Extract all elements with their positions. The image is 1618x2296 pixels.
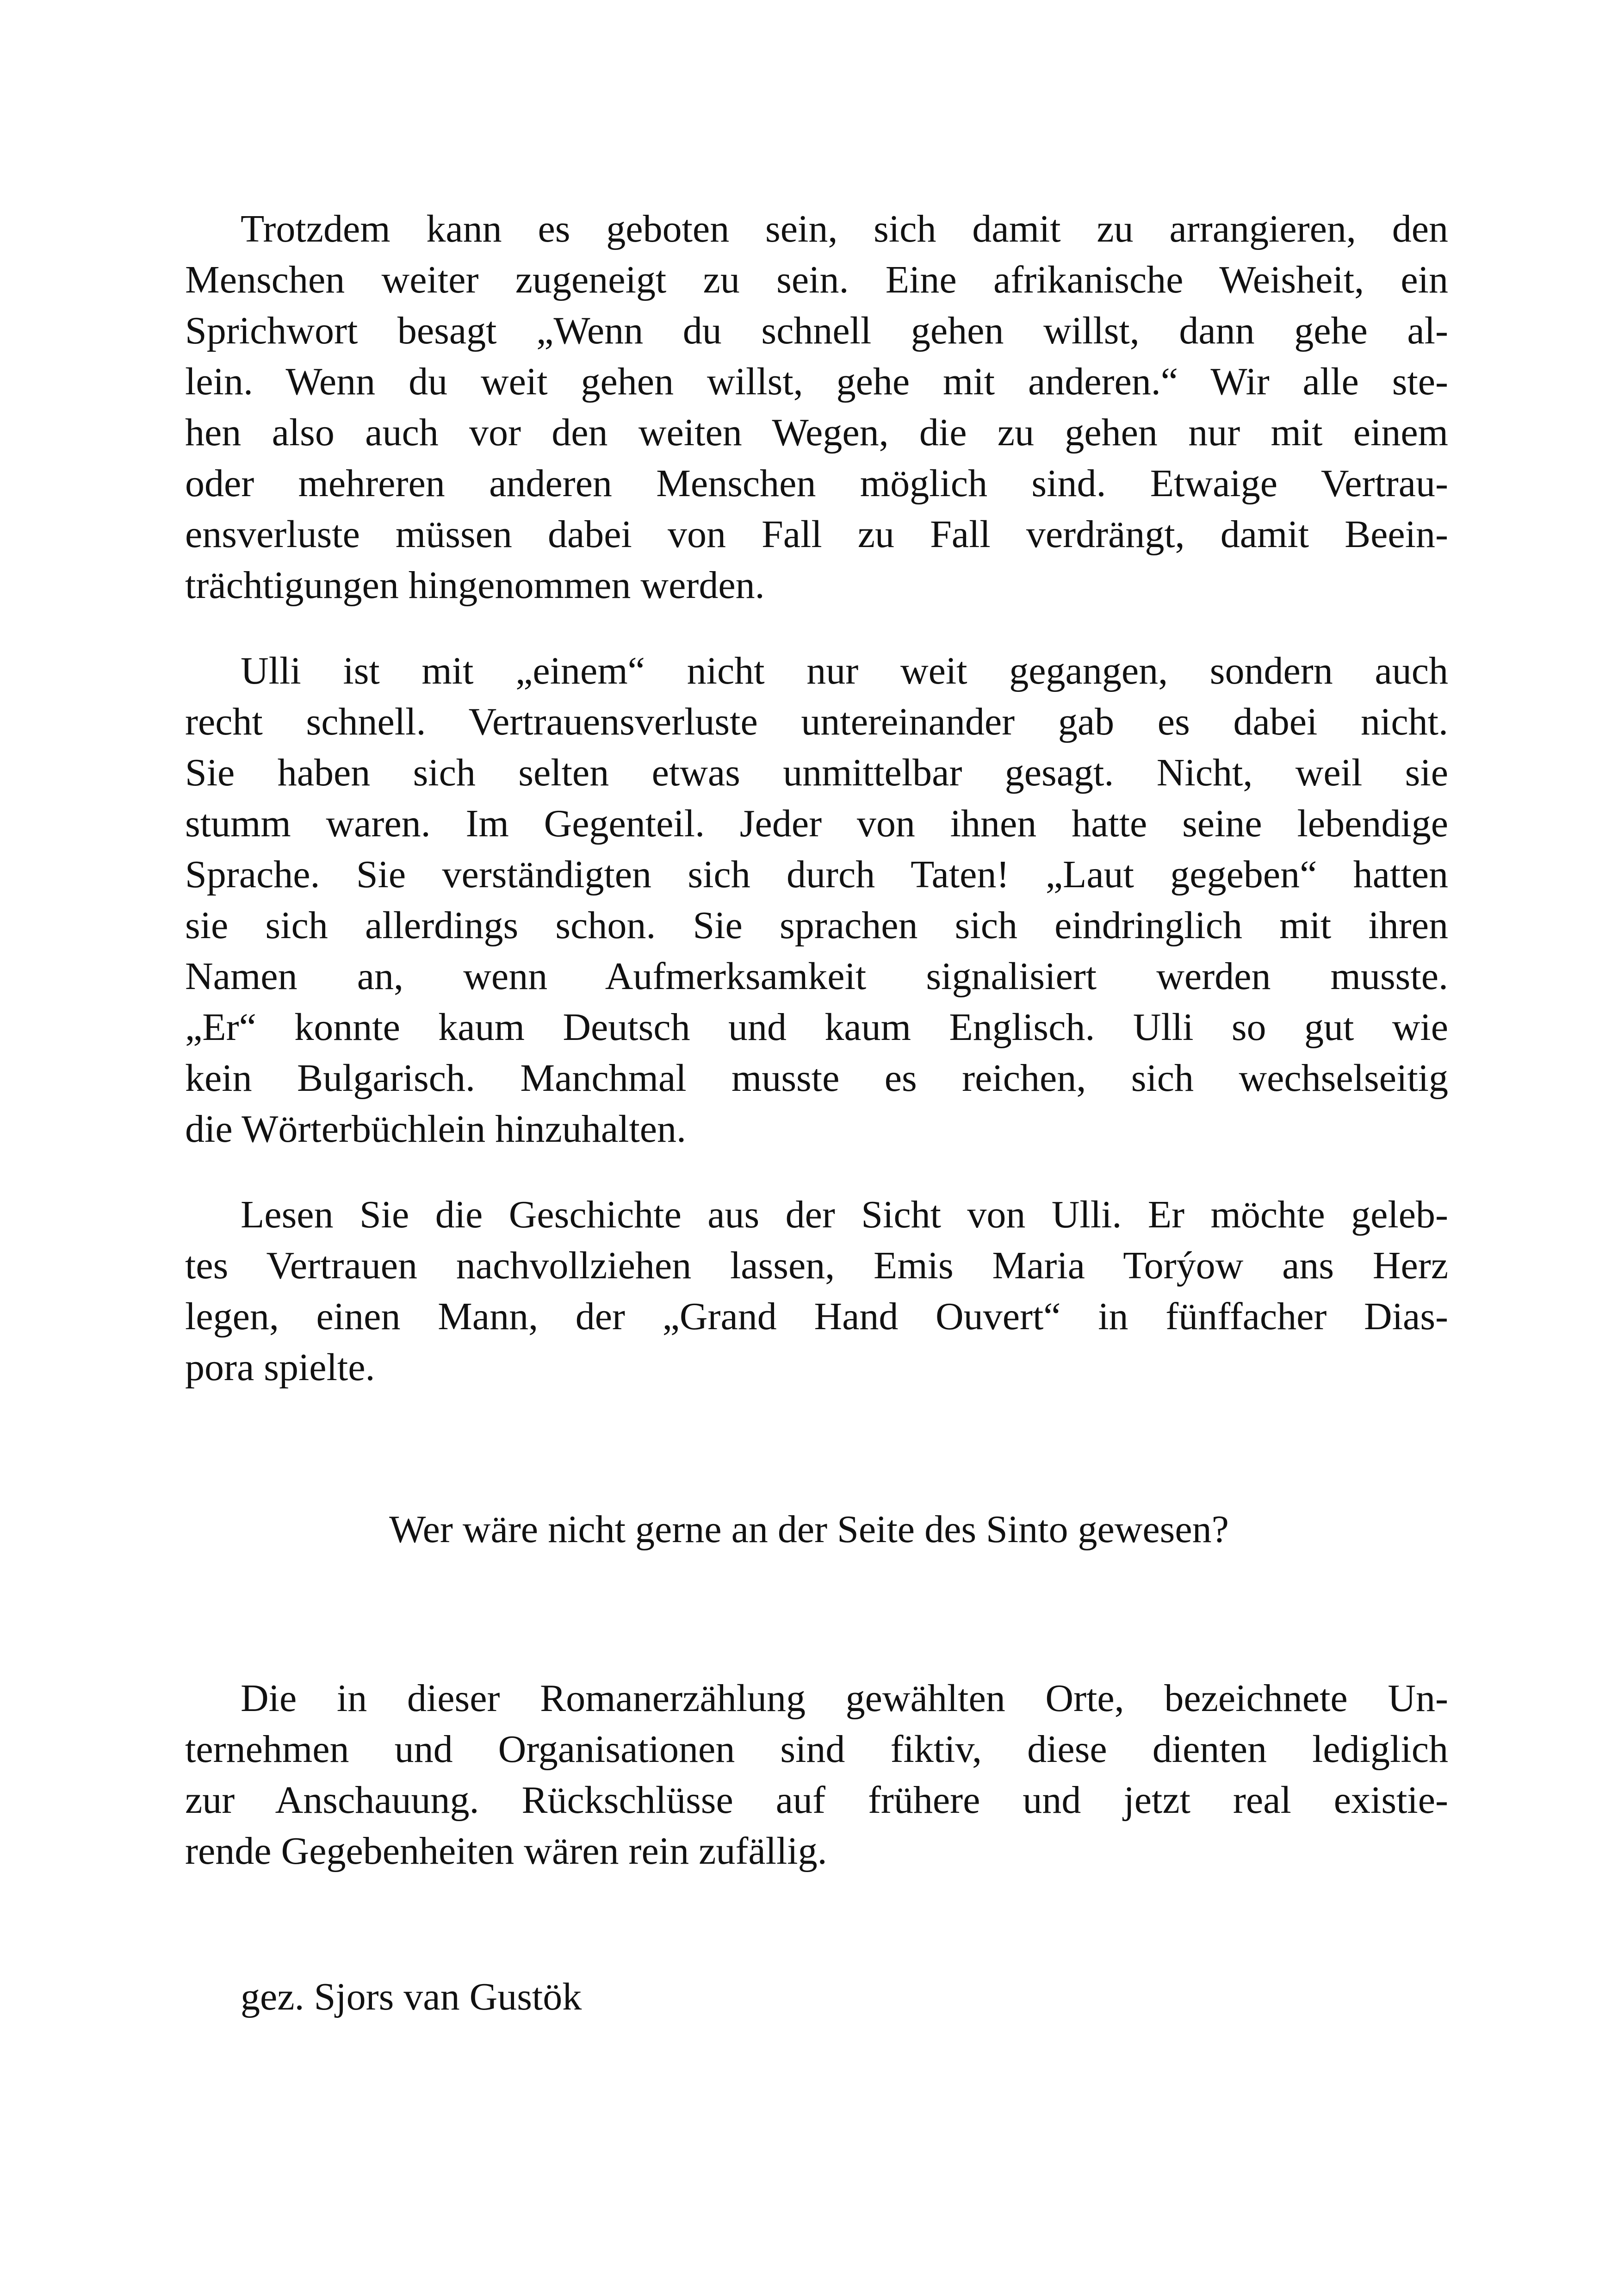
paragraph-line: sie sich allerdings schon. Sie sprachen sich eindringlich mit ihren (185, 904, 1448, 947)
paragraph-line: tes Vertrauen nachvollziehen lassen, Emis Maria Torýow ans Herz (185, 1244, 1448, 1287)
paragraph-line: Sprichwort besagt „Wenn du schnell gehen willst, dann gehe al- (185, 309, 1448, 352)
paragraph-line: hen also auch vor den weiten Wegen, die zu gehen nur mit einem (185, 411, 1448, 454)
paragraph-line: pora spielte. (185, 1346, 375, 1389)
paragraph-line: ternehmen und Organisationen sind fiktiv, diese dienten lediglich (185, 1728, 1448, 1771)
paragraph-line: trächtigungen hingenommen werden. (185, 564, 765, 607)
paragraph-line: „Er“ konnte kaum Deutsch und kaum Englisch. Ulli so gut wie (185, 1006, 1448, 1049)
paragraph-line: zur Anschauung. Rückschlüsse auf frühere und jetzt real existie- (185, 1779, 1448, 1822)
paragraph-line: die Wörterbüchlein hinzuhalten. (185, 1108, 687, 1151)
paragraph-line: recht schnell. Vertrauensverluste untereinander gab es dabei nicht. (185, 700, 1448, 743)
paragraph-line: lein. Wenn du weit gehen willst, gehe mit anderen.“ Wir alle ste- (185, 360, 1448, 403)
paragraph-line: oder mehreren anderen Menschen möglich sind. Etwaige Vertrau- (185, 462, 1448, 505)
paragraph-3 (185, 1189, 1448, 1393)
paragraph-2 (185, 646, 1448, 1155)
paragraph-line: rende Gegebenheiten wären rein zufällig. (185, 1829, 827, 1873)
paragraph-line: kein Bulgarisch. Manchmal musste es reichen, sich wechselseitig (185, 1057, 1448, 1100)
paragraph-line: Sprache. Sie verständigten sich durch Taten! „Laut gegeben“ hatten (185, 853, 1448, 896)
signature: gez. Sjors van Gustök (241, 1975, 582, 2018)
paragraph-line: Namen an, wenn Aufmerksamkeit signalisiert werden musste. (185, 955, 1448, 998)
disclaimer-paragraph (185, 1673, 1448, 1877)
paragraph-line: Trotzdem kann es geboten sein, sich damit zu arrangieren, den (241, 207, 1448, 250)
paragraph-line: Ulli ist mit „einem“ nicht nur weit gegangen, sondern auch (241, 649, 1448, 692)
paragraph-line: Sie haben sich selten etwas unmittelbar gesagt. Nicht, weil sie (185, 751, 1448, 794)
paragraph-1 (185, 204, 1448, 611)
paragraph-line: Menschen weiter zugeneigt zu sein. Eine afrikanische Weisheit, ein (185, 258, 1448, 301)
paragraph-line: legen, einen Mann, der „Grand Hand Ouvert“ in fünffacher Dias- (185, 1295, 1448, 1338)
paragraph-line: Die in dieser Romanerzählung gewählten Orte, bezeichnete Un- (241, 1677, 1448, 1720)
paragraph-line: ensverluste müssen dabei von Fall zu Fall verdrängt, damit Beein- (185, 513, 1448, 556)
paragraph-line: stumm waren. Im Gegenteil. Jeder von ihnen hatte seine lebendige (185, 802, 1448, 845)
paragraph-line: Lesen Sie die Geschichte aus der Sicht von Ulli. Er möchte geleb- (241, 1193, 1448, 1236)
centered-question: Wer wäre nicht gerne an der Seite des Sinto gewesen? (389, 1508, 1229, 1551)
